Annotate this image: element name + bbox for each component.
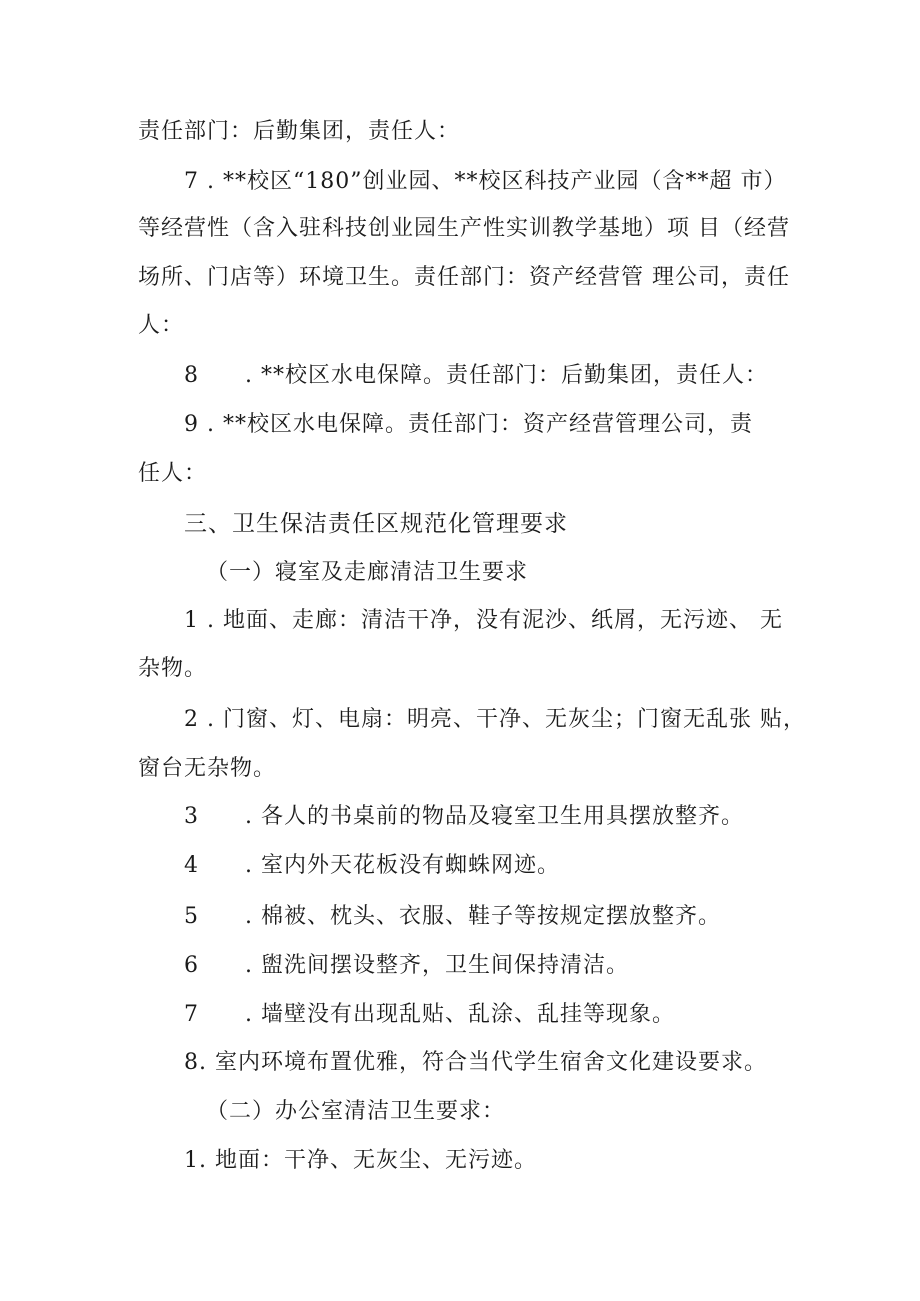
- subsection-heading-1: （一）寝室及走廊清洁卫生要求: [206, 560, 529, 585]
- office-requirement-1: 1. 地面：干净、无灰尘、无污迹。: [184, 1148, 537, 1173]
- requirement-2-line-1: 2 . 门窗、灯、电扇：明亮、干净、无灰尘；门窗无乱张 贴，: [184, 707, 806, 732]
- list-item-7-line-2: 等经营性（含入驻科技创业园生产性实训教学基地）项 目（经营: [138, 216, 790, 241]
- requirement-1-line-2: 杂物。: [138, 656, 208, 681]
- requirement-1-line-1: 1 . 地面、走廊：清洁干净，没有泥沙、纸屑，无污迹、 无: [184, 608, 783, 633]
- subsection-heading-2: （二）办公室清洁卫生要求：: [206, 1099, 506, 1124]
- requirement-4: 4 . 室内外天花板没有蜘蛛网迹。: [184, 853, 560, 878]
- paragraph-line: 责任部门：后勤集团，责任人：: [138, 119, 461, 144]
- section-heading: 三、卫生保洁责任区规范化管理要求: [184, 511, 568, 537]
- requirement-7: 7 . 墙壁没有出现乱贴、乱涂、乱挂等现象。: [184, 1002, 675, 1027]
- list-item-7-line-3: 场所、门店等）环境卫生。责任部门：资产经营管 理公司，责任: [138, 265, 790, 290]
- list-item-8: 8 . **校区水电保障。责任部门：后勤集团，责任人：: [184, 363, 768, 388]
- requirement-3: 3 . 各人的书桌前的物品及寝室卫生用具摆放整齐。: [184, 804, 744, 829]
- list-item-7-line-4: 人：: [138, 313, 185, 338]
- requirement-6: 6 . 盥洗间摆设整齐，卫生间保持清洁。: [184, 953, 629, 978]
- list-item-7-line-1: 7 . **校区“180”创业园、**校区科技产业园（含**超 市）: [184, 169, 787, 194]
- requirement-5: 5 . 棉被、枕头、衣服、鞋子等按规定摆放整齐。: [184, 904, 721, 929]
- list-item-9-line-2: 任人：: [138, 461, 208, 486]
- requirement-2-line-2: 窗台无杂物。: [138, 756, 277, 781]
- requirement-8: 8. 室内环境布置优雅，符合当代学生宿舍文化建设要求。: [184, 1050, 767, 1075]
- list-item-9-line-1: 9 . **校区水电保障。责任部门：资产经营管理公司，责: [184, 412, 753, 437]
